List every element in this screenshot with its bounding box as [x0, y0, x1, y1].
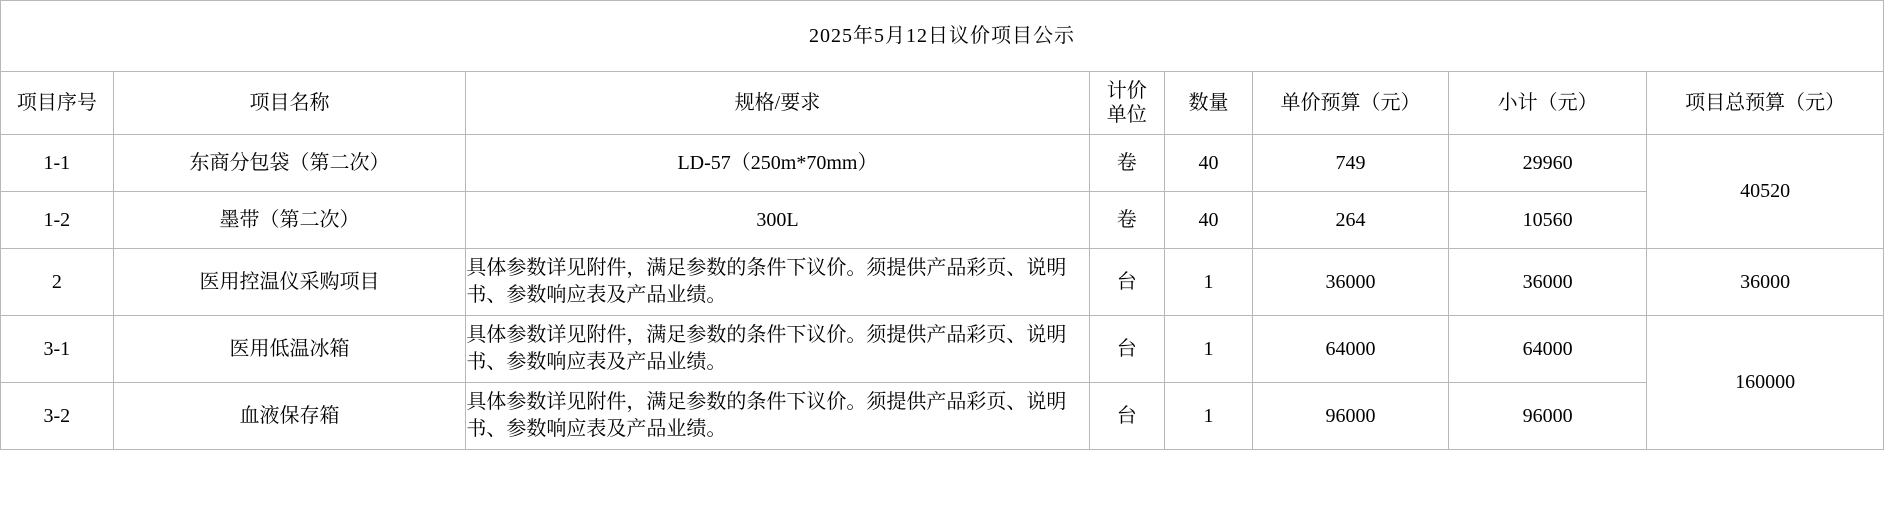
- cell-qty: 1: [1165, 316, 1253, 383]
- cell-subtotal: 64000: [1448, 316, 1646, 383]
- cell-name: 血液保存箱: [113, 383, 466, 450]
- column-header-seq: 项目序号: [1, 72, 114, 135]
- cell-name: 医用控温仪采购项目: [113, 249, 466, 316]
- table-row: [1, 316, 1884, 383]
- cell-qty: 1: [1165, 383, 1253, 450]
- column-header-qty: 数量: [1165, 72, 1253, 135]
- cell-total: 36000: [1647, 249, 1884, 316]
- cell-name: 医用低温冰箱: [113, 316, 466, 383]
- title-row: [1, 1, 1884, 72]
- cell-unit: 台: [1089, 383, 1165, 450]
- cell-qty: 40: [1165, 192, 1253, 249]
- column-header-unit-line1: 计价: [1106, 80, 1147, 102]
- table-row: [1, 192, 1884, 249]
- cell-spec: LD-57（250m*70mm）: [466, 135, 1089, 192]
- cell-total: 160000: [1647, 316, 1884, 450]
- cell-spec: 具体参数详见附件，满足参数的条件下议价。须提供产品彩页、说明书、参数响应表及产品业绩。: [466, 249, 1089, 316]
- column-header-unit-line2: 单位: [1106, 104, 1147, 126]
- table-row: [1, 249, 1884, 316]
- cell-spec: 300L: [466, 192, 1089, 249]
- cell-subtotal: 10560: [1448, 192, 1646, 249]
- cell-qty: 40: [1165, 135, 1253, 192]
- cell-unit: 台: [1089, 249, 1165, 316]
- cell-subtotal: 96000: [1448, 383, 1646, 450]
- cell-seq: 1-1: [1, 135, 114, 192]
- cell-spec: 具体参数详见附件，满足参数的条件下议价。须提供产品彩页、说明书、参数响应表及产品业绩。: [466, 316, 1089, 383]
- cell-subtotal: 29960: [1448, 135, 1646, 192]
- cell-qty: 1: [1165, 249, 1253, 316]
- column-header-name: 项目名称: [113, 72, 466, 135]
- cell-unit: 卷: [1089, 135, 1165, 192]
- cell-unit-price: 264: [1252, 192, 1448, 249]
- cell-name: 东商分包袋（第二次）: [113, 135, 466, 192]
- page-title: 2025年5月12日议价项目公示: [1, 1, 1884, 72]
- column-header-unit: [1089, 72, 1165, 135]
- cell-unit-price: 64000: [1252, 316, 1448, 383]
- cell-seq: 3-1: [1, 316, 114, 383]
- cell-name: 墨带（第二次）: [113, 192, 466, 249]
- cell-subtotal: 36000: [1448, 249, 1646, 316]
- table-row: [1, 383, 1884, 450]
- cell-seq: 3-2: [1, 383, 114, 450]
- column-header-spec: 规格/要求: [466, 72, 1089, 135]
- cell-unit-price: 749: [1252, 135, 1448, 192]
- cell-unit: 台: [1089, 316, 1165, 383]
- cell-seq: 2: [1, 249, 114, 316]
- cell-seq: 1-2: [1, 192, 114, 249]
- table-row: [1, 135, 1884, 192]
- cell-unit: 卷: [1089, 192, 1165, 249]
- table-header-row: [1, 72, 1884, 135]
- cell-spec: 具体参数详见附件，满足参数的条件下议价。须提供产品彩页、说明书、参数响应表及产品业绩。: [466, 383, 1089, 450]
- column-header-subtotal: 小计（元）: [1448, 72, 1646, 135]
- column-header-total: 项目总预算（元）: [1647, 72, 1884, 135]
- column-header-unit-price: 单价预算（元）: [1252, 72, 1448, 135]
- cell-unit-price: 96000: [1252, 383, 1448, 450]
- cell-total: 40520: [1647, 135, 1884, 249]
- cell-unit-price: 36000: [1252, 249, 1448, 316]
